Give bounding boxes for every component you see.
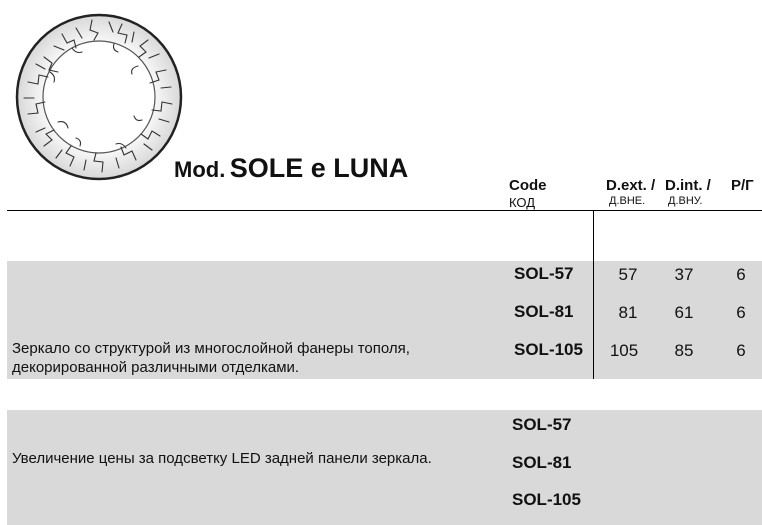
- round-mirror-illustration: [14, 12, 184, 182]
- title-model-name: SOLE e LUNA: [229, 153, 409, 183]
- table1-row-ratio: 6: [736, 265, 746, 284]
- table1-row-dint: 37: [674, 265, 694, 284]
- page-title: [174, 153, 408, 184]
- header-ratio: Р/Г: [731, 177, 754, 194]
- table1-row-code: SOL-57: [514, 264, 574, 283]
- table2-description: Увеличение цены за подсветку LED задней панели зеркала.: [12, 450, 432, 467]
- table1-row-dint: 61: [674, 303, 694, 322]
- header-dext: D.ext. /: [606, 177, 656, 194]
- table1-row-dext: 81: [618, 303, 638, 322]
- header-code-ru: КОД: [509, 195, 536, 210]
- header-dext-ru: Д.ВНЕ.: [609, 195, 646, 207]
- table1-row-dext: 57: [618, 265, 638, 284]
- header-divider: [7, 210, 762, 211]
- table1-row-code: SOL-105: [514, 340, 583, 359]
- table1-description: [12, 339, 410, 377]
- table1-description-line: Зеркало со структурой из многослойной фанеры тополя,: [12, 340, 410, 357]
- table1-row-ratio: 6: [736, 341, 746, 360]
- column-divider: [593, 210, 594, 379]
- header-dint-ru: Д.ВНУ.: [668, 195, 703, 207]
- table1-row-ratio: 6: [736, 303, 746, 322]
- table2-code: SOL-57: [512, 415, 572, 434]
- table2-code: SOL-105: [512, 490, 581, 509]
- title-prefix: Mod.: [174, 157, 226, 182]
- table1-row-dint: 85: [674, 341, 694, 360]
- header-dint: D.int. /: [665, 177, 711, 194]
- table1-row-dext: 105: [609, 341, 639, 360]
- header-code: Code: [509, 177, 547, 194]
- table1-row-code: SOL-81: [514, 302, 574, 321]
- table2-code: SOL-81: [512, 453, 572, 472]
- table1-description-line: декорированной различными отделками.: [12, 359, 300, 376]
